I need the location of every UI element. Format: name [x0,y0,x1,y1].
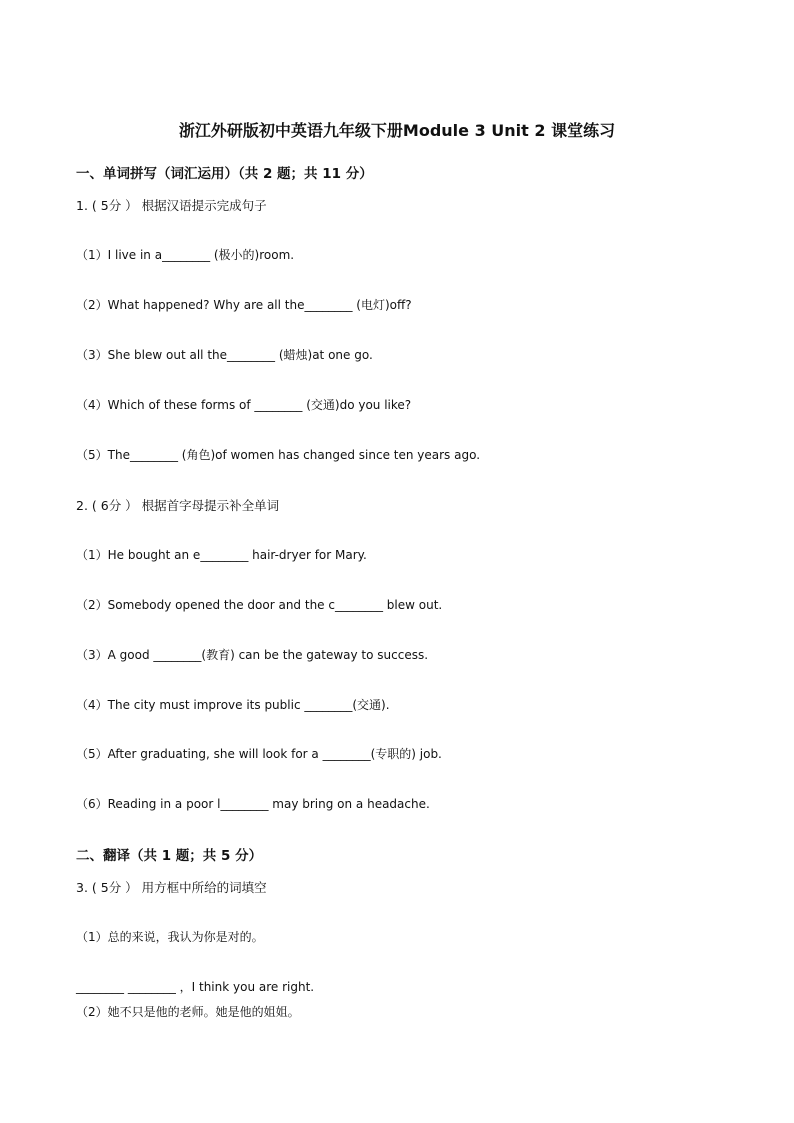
section-1-heading: 一、单词拼写（词汇运用）（共 2 题；共 11 分） [76,166,373,182]
question-2-item-6: （6）Reading in a poor l________ may bring on a headache. [76,797,430,811]
section-2-heading: 二、翻译（共 1 题；共 5 分） [76,848,263,864]
question-2-item-4: （4）The city must improve its public ________(交通). [76,698,390,712]
question-3-answer-1: ________ ________ ，I think you are right. [76,980,315,994]
question-1-item-5: （5）The________ (角色)of women has changed since ten years ago. [76,448,481,462]
question-2-item-3: （3）A good ________(教育) can be the gateway to success. [76,648,429,662]
question-3-item-1: （1）总的来说，我认为你是对的。 [76,930,264,944]
question-2-item-5: （5）After graduating, she will look for a ________(专职的) job. [76,747,442,761]
page-title: 浙江外研版初中英语九年级下册Module 3 Unit 2 课堂练习 [178,121,616,140]
question-1-item-1: （1）I live in a________ (极小的)room. [76,248,295,262]
question-2-item-2: （2）Somebody opened the door and the c________ blew out. [76,598,443,612]
question-1-item-4: （4）Which of these forms of ________ (交通)do you like? [76,398,412,412]
question-3-header: 3. ( 5分 ） 用方框中所给的词填空 [76,880,267,895]
question-1-item-3: （3）She blew out all the________ (蜡烛)at one go. [76,348,373,362]
question-2-item-1: （1）He bought an e________ hair-dryer for Mary. [76,548,367,562]
question-3-item-2: （2）她不只是他的老师。她是他的姐姐。 [76,1005,300,1019]
question-2-header: 2. ( 6分 ） 根据首字母提示补全单词 [76,498,280,513]
question-1-item-2: （2）What happened? Why are all the________ (电灯)off? [76,298,412,312]
question-1-header: 1. ( 5分 ） 根据汉语提示完成句子 [76,198,267,213]
